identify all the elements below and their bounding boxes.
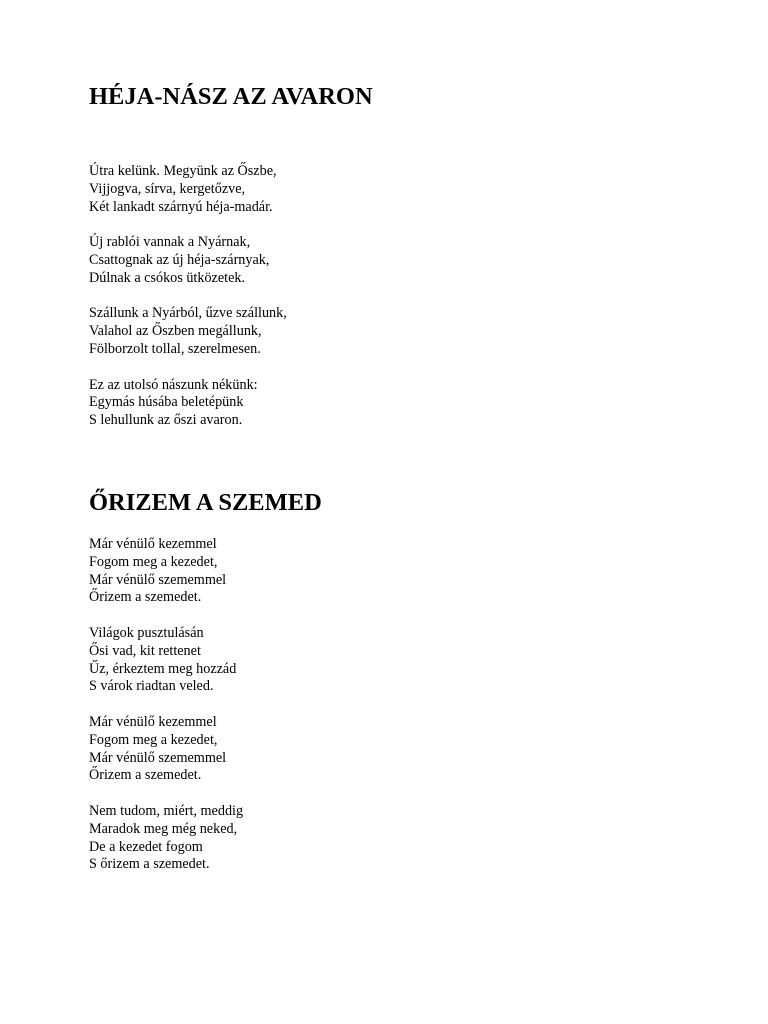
verse-line: Egymás húsába beletépünk xyxy=(89,394,244,411)
verse-line: Ez az utolsó nászunk nékünk: xyxy=(89,376,258,393)
verse-line: Új rablói vannak a Nyárnak, xyxy=(89,234,251,251)
verse-line: Világok pusztulásán xyxy=(89,624,204,641)
verse-line: Fogom meg a kezedet, xyxy=(89,553,218,570)
verse-line: Szállunk a Nyárból, űzve szállunk, xyxy=(89,305,287,322)
verse-line: Őrizem a szemedet. xyxy=(89,589,202,606)
stanza xyxy=(89,714,322,785)
poem-body xyxy=(89,536,322,874)
stanza xyxy=(89,803,322,874)
verse-line: Két lankadt szárnyú héja-madár. xyxy=(89,198,273,215)
stanza xyxy=(89,163,373,216)
stanza xyxy=(89,536,322,607)
verse-line: Fogom meg a kezedet, xyxy=(89,731,218,748)
stanza xyxy=(89,305,373,358)
verse-line: S várok riadtan veled. xyxy=(89,678,214,695)
verse-line: Őrizem a szemedet. xyxy=(89,767,202,784)
verse-line: Valahol az Őszben megállunk, xyxy=(89,323,262,340)
poem-title: ŐRIZEM A SZEMED xyxy=(89,489,322,516)
verse-line: S őrizem a szemedet. xyxy=(89,856,210,873)
verse-line: Már vénülő kezemmel xyxy=(89,713,217,730)
verse-line: Már vénülő kezemmel xyxy=(89,536,217,552)
poem xyxy=(89,82,373,430)
verse-line: Csattognak az új héja-szárnyak, xyxy=(89,251,270,268)
verse-line: Már vénülő szememmel xyxy=(89,571,227,588)
verse-line: Maradok meg még neked, xyxy=(89,820,238,837)
stanza xyxy=(89,234,373,287)
verse-line: Ősi vad, kit rettenet xyxy=(89,642,201,659)
stanza xyxy=(89,625,322,696)
verse-line: De a kezedet fogom xyxy=(89,838,203,855)
stanza xyxy=(89,377,373,430)
poem xyxy=(89,488,322,874)
verse-line: Már vénülő szememmel xyxy=(89,749,227,766)
poem-title: HÉJA-NÁSZ AZ AVARON xyxy=(89,83,373,110)
verse-line: Fölborzolt tollal, szerelmesen. xyxy=(89,340,261,357)
verse-line: S lehullunk az őszi avaron. xyxy=(89,412,243,429)
verse-line: Vijjogva, sírva, kergetőzve, xyxy=(89,180,246,197)
verse-line: Útra kelünk. Megyünk az Őszbe, xyxy=(89,163,277,179)
verse-line: Nem tudom, miért, meddig xyxy=(89,802,244,819)
poem-body xyxy=(89,163,373,430)
verse-line: Űz, érkeztem meg hozzád xyxy=(89,660,237,677)
verse-line: Dúlnak a csókos ütközetek. xyxy=(89,269,246,286)
